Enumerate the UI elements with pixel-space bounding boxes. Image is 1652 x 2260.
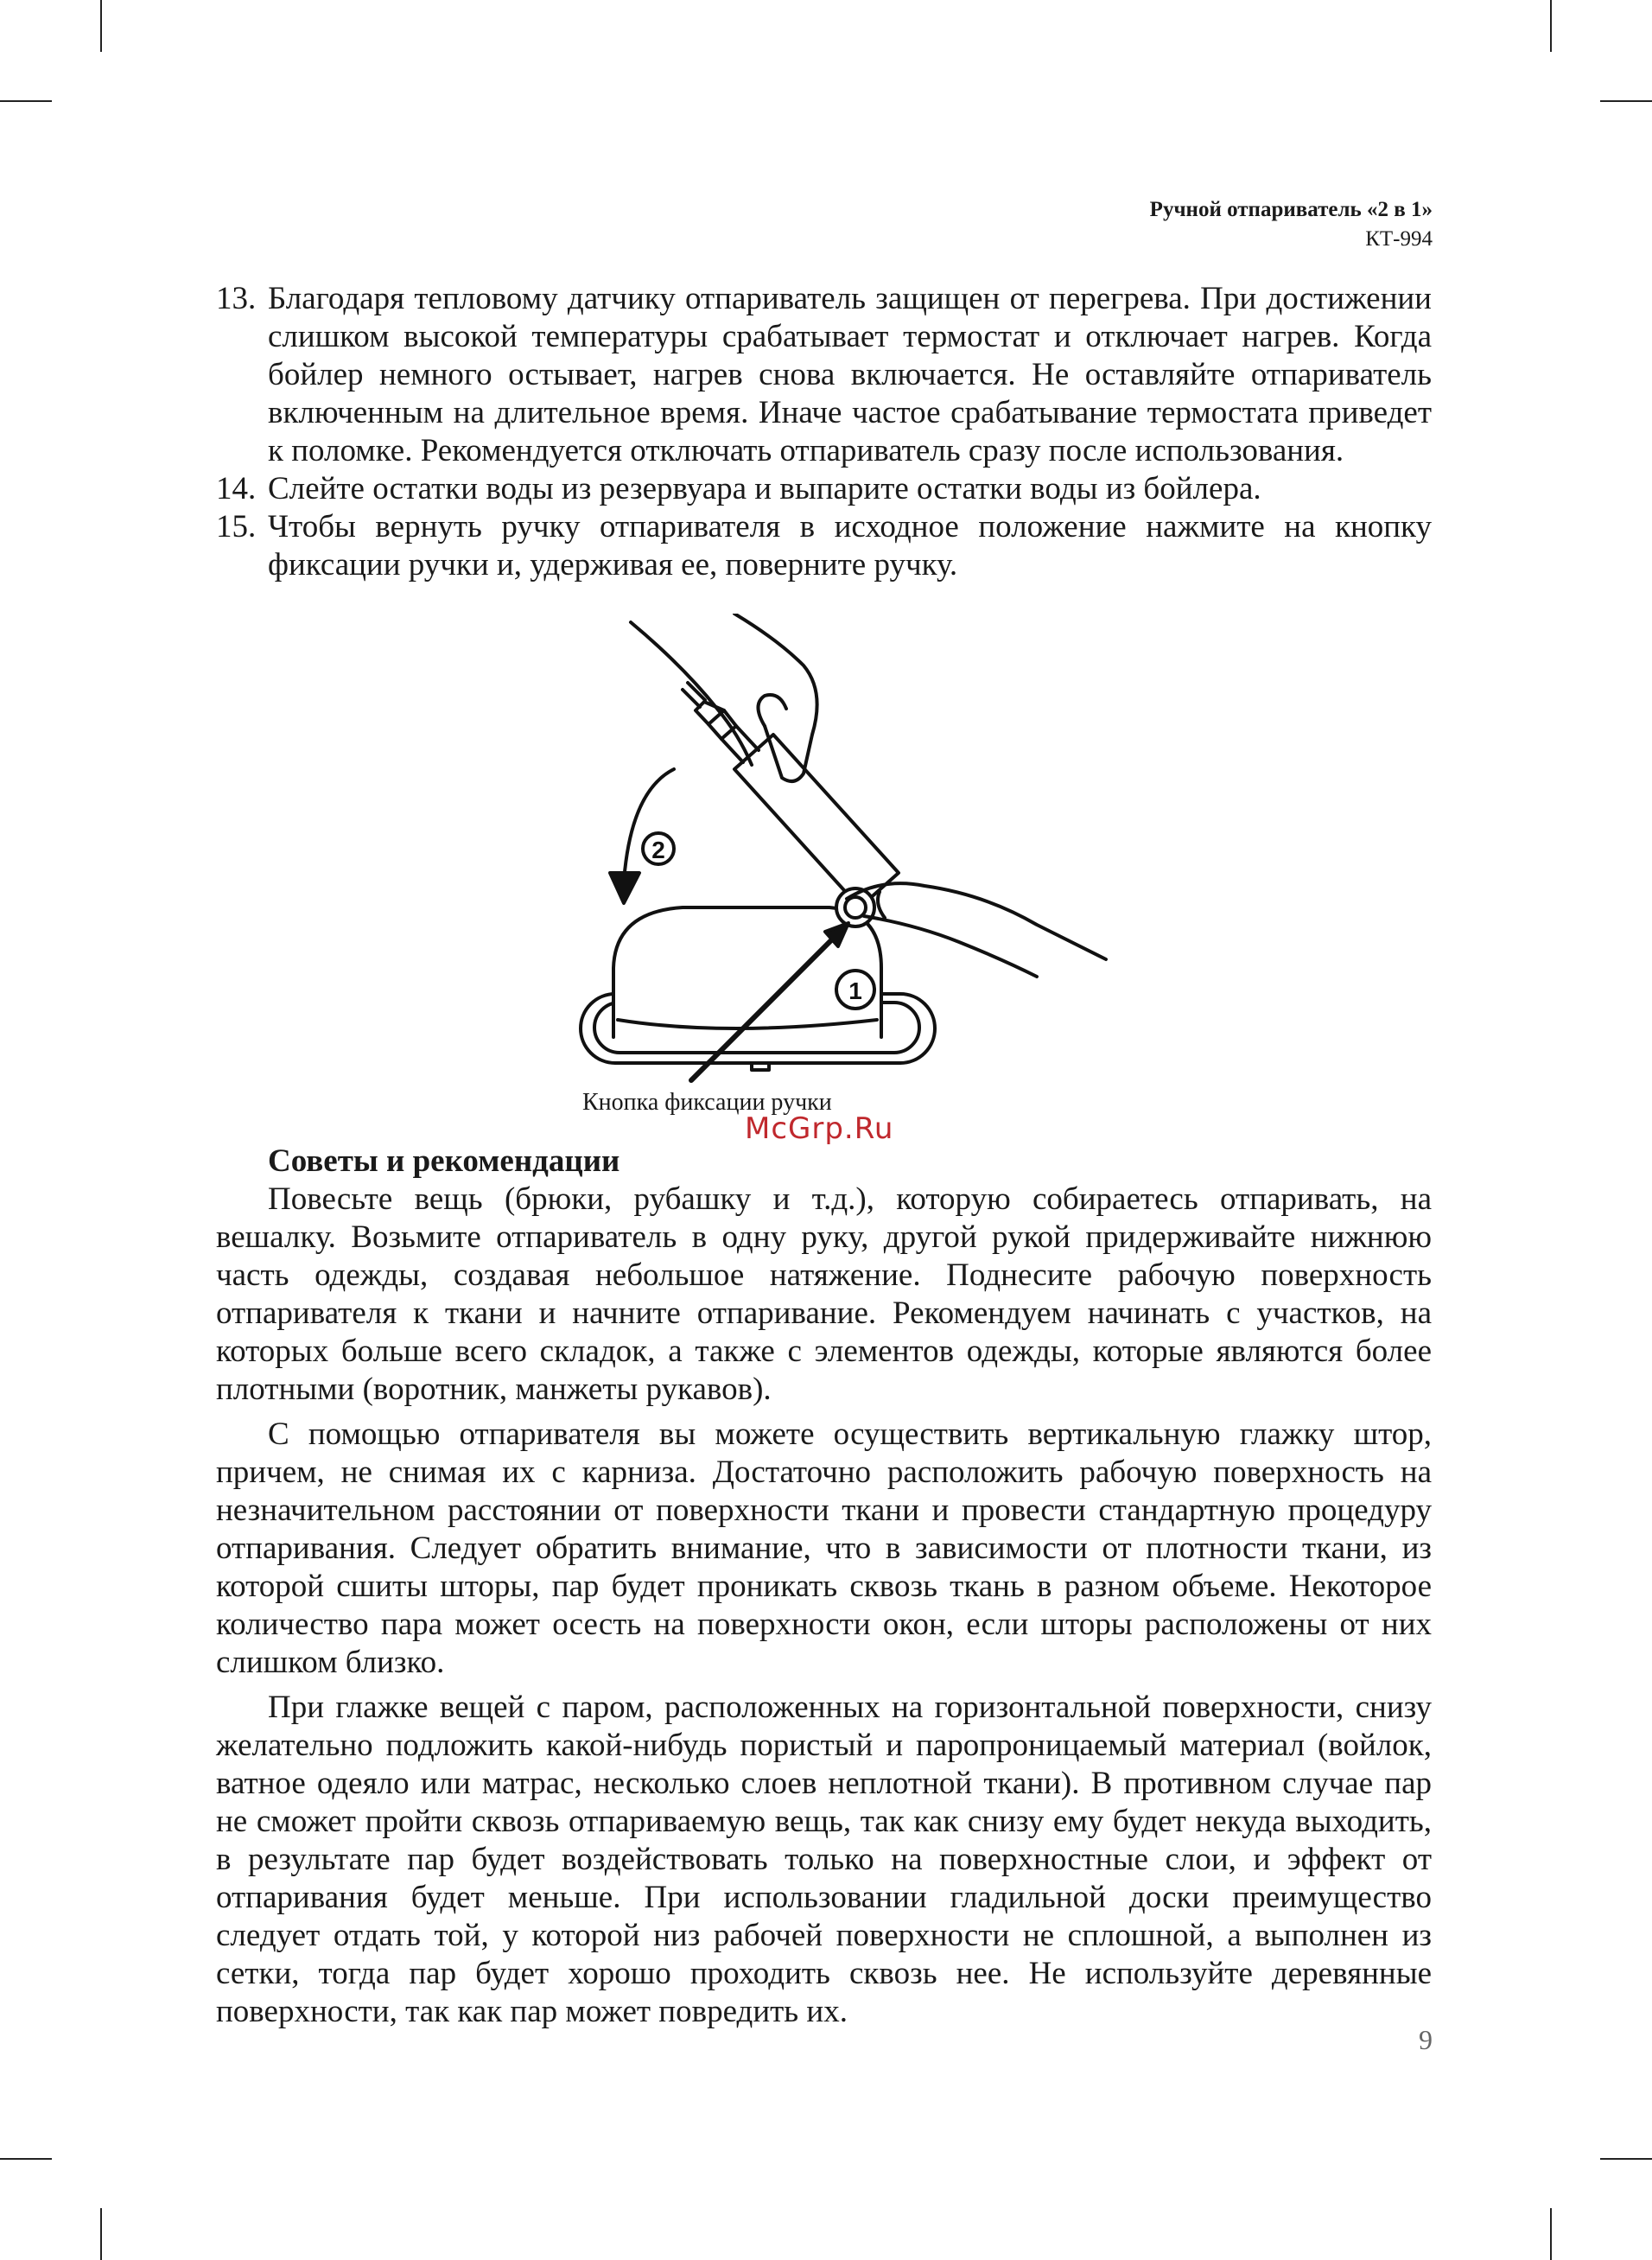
paragraph: Повесьте вещь (брюки, рубашку и т.д.), которую собираетесь отпаривать, на вешалку. Возьмите отпариватель в одну руку, другой рукой придерживайте нижнюю часть одежды, создавая небольшое натяжение. Поднесите рабочую поверхность отпаривателя к ткани и начните отпаривание. Рекомендуем начинать с участков, на которых больше всего складок, а также с элементов одежды, которые являются более плотными (воротник, манжеты рукавов). bbox=[216, 1181, 1432, 1407]
tips-section bbox=[216, 1143, 1432, 2031]
header-title: Ручной отпариватель «2 в 1» bbox=[1149, 198, 1433, 221]
list-item bbox=[216, 508, 1432, 584]
crop-mark bbox=[1550, 2208, 1552, 2260]
paragraph: С помощью отпаривателя вы можете осуществить вертикальную глажку штор, причем, не снимая их с карниза. Достаточно расположить рабочую поверхность на незначительном расстоянии от поверхности ткани и провести стандартную процедуру отпаривания. Следует обратить внимание, что в зависимости от плотности ткани, из которой сшиты шторы, пар будет проникать сквозь ткань в разном объеме. Некоторое количество пара может осесть на поверхности окон, если шторы расположены от них слишком близко. bbox=[216, 1416, 1432, 1680]
hand-left-wrist bbox=[631, 622, 752, 765]
hand-bottom bbox=[864, 916, 1037, 977]
figure-caption: Кнопка фиксации ручки bbox=[582, 1089, 832, 1116]
rotate-arrow bbox=[624, 769, 674, 882]
running-header bbox=[1150, 195, 1433, 254]
section-heading: Советы и рекомендации bbox=[268, 1143, 620, 1179]
list-item-number: 14. bbox=[216, 471, 257, 506]
crop-mark bbox=[1600, 2158, 1652, 2160]
page-number: 9 bbox=[1419, 2024, 1433, 2055]
list-item-number: 15. bbox=[216, 509, 257, 544]
watermark: McGrp.Ru bbox=[745, 1111, 894, 1146]
paragraph: При глажке вещей с паром, расположенных на горизонтальной поверхности, снизу желательно подложить какой-нибудь пористый и паропроницаемый материал (войлок, ватное одеяло или матрас, несколько слоев неплотной ткани). В противном случае пар не сможет пройти сквозь отпариваемую вещь, так как снизу ему будет некуда выходить, в результате пар будет воздействовать только на поверхностные слои, и эффект от отпаривания будет меньше. При использовании гладильной доски преимущество следует отдать той, у которой низ рабочей поверхности не сплошной, а выполнен из сетки, тогда пар будет хорошо проходить сквозь нее. Не используйте деревянные поверхности, так как пар может повредить их. bbox=[216, 1690, 1432, 2029]
hand-finger bbox=[759, 695, 787, 726]
rotate-arrow-head bbox=[610, 873, 639, 903]
finger bbox=[878, 892, 885, 918]
list-item-text: Чтобы вернуть ручку отпаривателя в исходное положение нажмите на кнопку фиксации ручки и, удерживая ее, поверните ручку. bbox=[268, 509, 1432, 583]
crop-mark bbox=[1600, 100, 1652, 102]
header-model: КТ-994 bbox=[1365, 227, 1433, 251]
crop-mark bbox=[0, 2158, 52, 2160]
crop-mark bbox=[0, 100, 52, 102]
list-item-number: 13. bbox=[216, 281, 257, 316]
step-2-label: 2 bbox=[651, 837, 665, 863]
list-item bbox=[216, 470, 1432, 508]
steamer-illustration bbox=[553, 614, 1141, 1098]
list-item bbox=[216, 280, 1432, 470]
crop-mark bbox=[1550, 0, 1552, 52]
steamer-handle bbox=[734, 735, 899, 907]
step-1-label: 1 bbox=[848, 977, 862, 1004]
list-item-text: Благодаря тепловому датчику отпариватель защищен от перегрева. При достижении слишком высокой температуры срабатывает термостат и отключает нагрев. Когда бойлер немного остывает, нагрев снова включается. Не оставляйте отпариватель включенным на длительное время. Иначе частое срабатывание термостата приведет к поломке. Рекомендуется отключать отпариватель сразу после использования. bbox=[268, 281, 1432, 468]
instruction-list bbox=[216, 280, 1432, 584]
crop-mark bbox=[100, 2208, 102, 2260]
list-item-text: Слейте остатки воды из резервуара и выпарите остатки воды из бойлера. bbox=[268, 471, 1261, 506]
crop-mark bbox=[100, 0, 102, 52]
